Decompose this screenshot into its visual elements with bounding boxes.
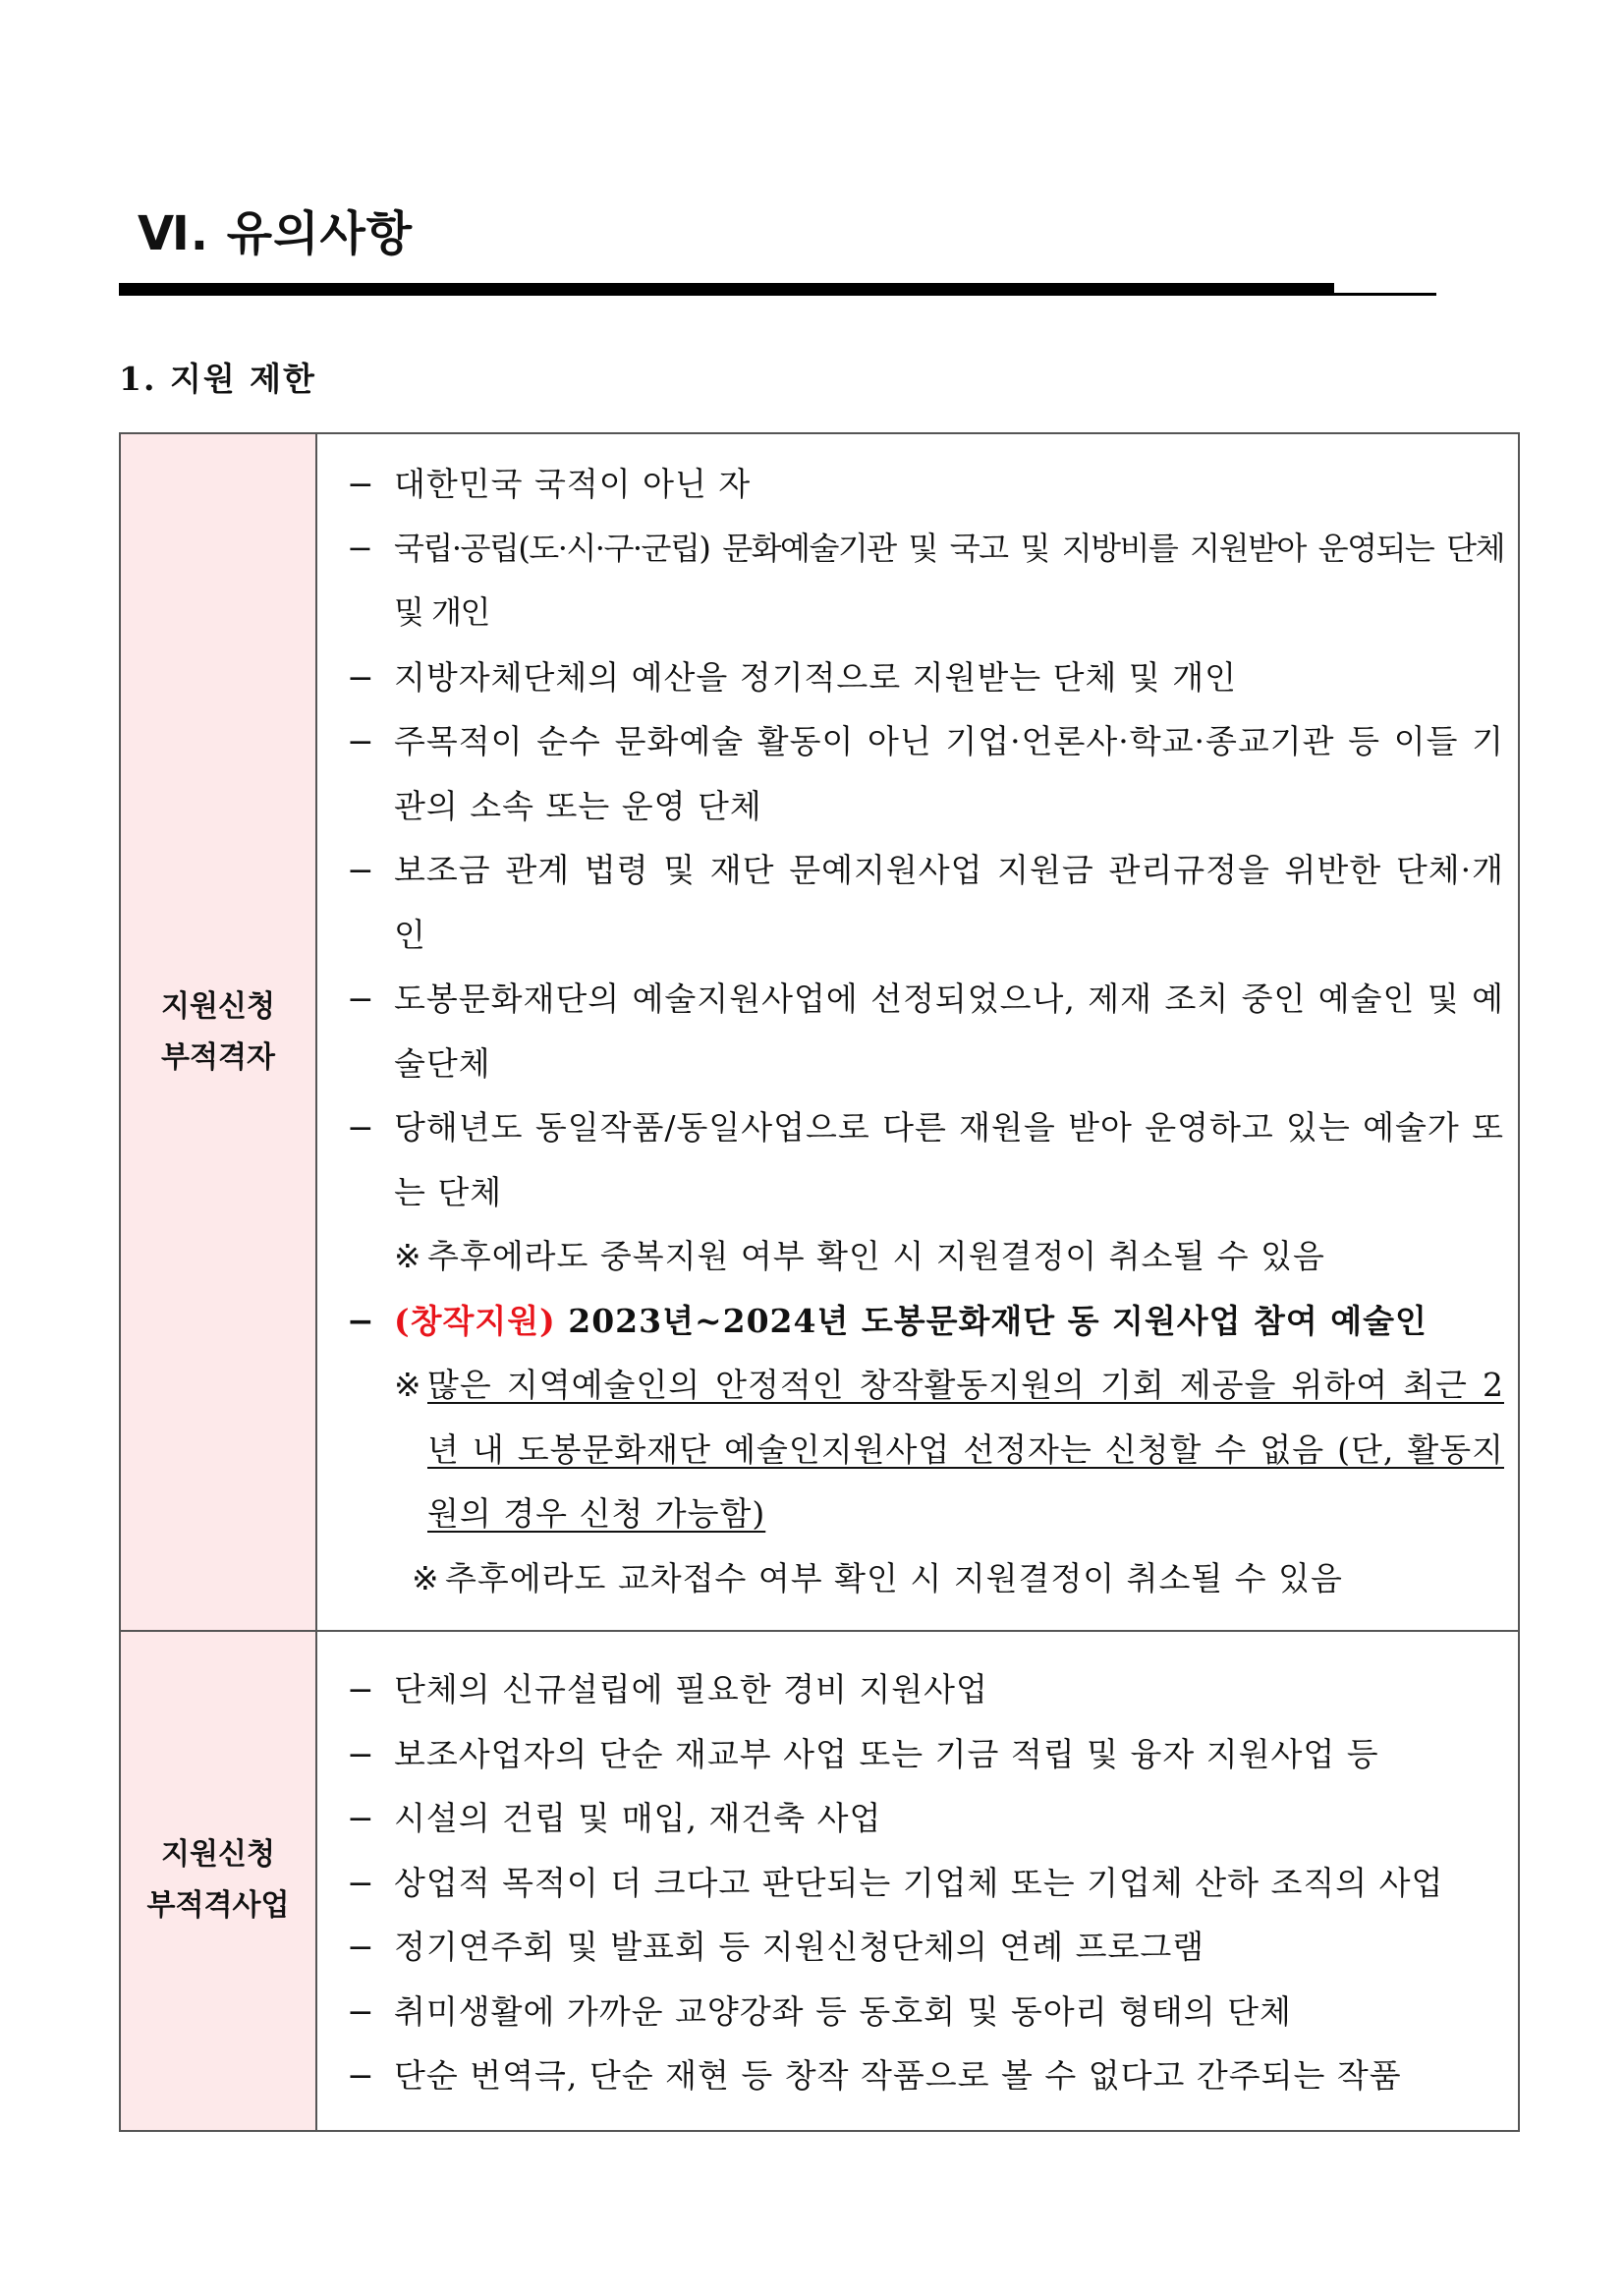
dash-bullet: −	[347, 980, 375, 1018]
note-cross-application: ※ 추후에라도 교차접수 여부 확인 시 지원결정이 취소될 수 있음	[347, 1546, 1504, 1611]
dash-bullet: −	[347, 851, 375, 889]
dash-bullet: −	[347, 657, 375, 697]
dash-bullet: −	[347, 1991, 375, 2031]
list-item: − 국립·공립(도·시·구·군립) 문화예술기관 및 국고 및 지방비를 지원받아 운영되는 단체 및 개인	[347, 517, 1504, 645]
dash-bullet: −	[347, 1108, 375, 1147]
dash-bullet: −	[347, 465, 375, 503]
row-label-line: 부적격자	[161, 1039, 275, 1075]
list-item: − 단체의 신규설립에 필요한 경비 지원사업	[347, 1657, 1504, 1722]
list-item: − 도봉문화재단의 예술지원사업에 선정되었으나, 제재 조치 중인 예술인 및 예술단체	[347, 967, 1504, 1095]
dash-bullet: −	[347, 1928, 375, 1966]
dash-bullet: −	[347, 722, 375, 760]
page-title: Ⅵ. 유의사항	[138, 206, 414, 261]
list-item: − 정기연주회 및 발표회 등 지원신청단체의 연례 프로그램	[347, 1915, 1504, 1980]
table-row-ineligible-applicants	[120, 433, 1519, 1631]
creative-tag: (창작지원)	[394, 1301, 556, 1340]
dash-bullet: −	[347, 1799, 375, 1837]
row-label-ineligible-applicants	[120, 433, 316, 1631]
list-item: − 대한민국 국적이 아닌 자	[347, 452, 1504, 517]
list-item: − 당해년도 동일작품/동일사업으로 다른 재원을 받아 운영하고 있는 예술가 또는 단체	[347, 1095, 1504, 1224]
list-item: − 주목적이 순수 문화예술 활동이 아닌 기업·언론사·학교·종교기관 등 이들 기관의 소속 또는 운영 단체	[347, 709, 1504, 838]
row-label-line: 부적격사업	[146, 1888, 290, 1924]
list-item: − 지방자체단체의 예산을 정기적으로 지원받는 단체 및 개인	[347, 645, 1504, 710]
reference-mark: ※	[394, 1366, 422, 1404]
list-item: − 보조금 관계 법령 및 재단 문예지원사업 지원금 관리규정을 위반한 단체·개인	[347, 838, 1504, 967]
list-item: − 보조사업자의 단순 재교부 사업 또는 기금 적립 및 융자 지원사업 등	[347, 1722, 1504, 1787]
list-item: − 단순 번역극, 단순 재현 등 창작 작품으로 볼 수 없다고 간주되는 작품	[347, 2044, 1504, 2108]
row-content-ineligible-projects	[316, 1631, 1519, 2131]
list-item-creative: − (창작지원) 2023년~2024년 도봉문화재단 동 지원사업 참여 예술인	[347, 1289, 1504, 1354]
dash-bullet: −	[347, 1301, 375, 1340]
dash-bullet: −	[347, 1863, 375, 1902]
reference-mark: ※	[412, 1558, 440, 1597]
dash-bullet: −	[347, 1734, 375, 1773]
row-content-ineligible-applicants	[316, 433, 1519, 1631]
row-label-line: 지원신청	[161, 988, 275, 1024]
row-label-line: 지원신청	[161, 1837, 275, 1873]
table-row-ineligible-projects	[120, 1631, 1519, 2131]
dash-bullet: −	[347, 529, 372, 567]
reference-mark: ※	[394, 1237, 422, 1275]
row-label-ineligible-projects	[120, 1631, 316, 2131]
list-item: − 시설의 건립 및 매입, 재건축 사업	[347, 1786, 1504, 1851]
title-underline-thin	[1334, 293, 1436, 296]
section-heading: 1. 지원 제한	[119, 360, 316, 398]
list-item: − 취미생활에 가까운 교양강좌 등 동호회 및 동아리 형태의 단체	[347, 1980, 1504, 2044]
restriction-table	[119, 432, 1520, 2132]
dash-bullet: −	[347, 1670, 375, 1708]
title-underline-thick	[119, 283, 1334, 296]
note-underlined: ※ 많은 지역예술인의 안정적인 창작활동지원의 기회 제공을 위하여 최근 2년 내 도봉문화재단 예술인지원사업 선정자는 신청할 수 없음 (단, 활동지원의 경우 신청 가능함)	[347, 1353, 1504, 1546]
dash-bullet: −	[347, 2056, 375, 2095]
note-duplicate: ※ 추후에라도 중복지원 여부 확인 시 지원결정이 취소될 수 있음	[347, 1224, 1504, 1289]
list-item: − 상업적 목적이 더 크다고 판단되는 기업체 또는 기업체 산하 조직의 사업	[347, 1851, 1504, 1916]
